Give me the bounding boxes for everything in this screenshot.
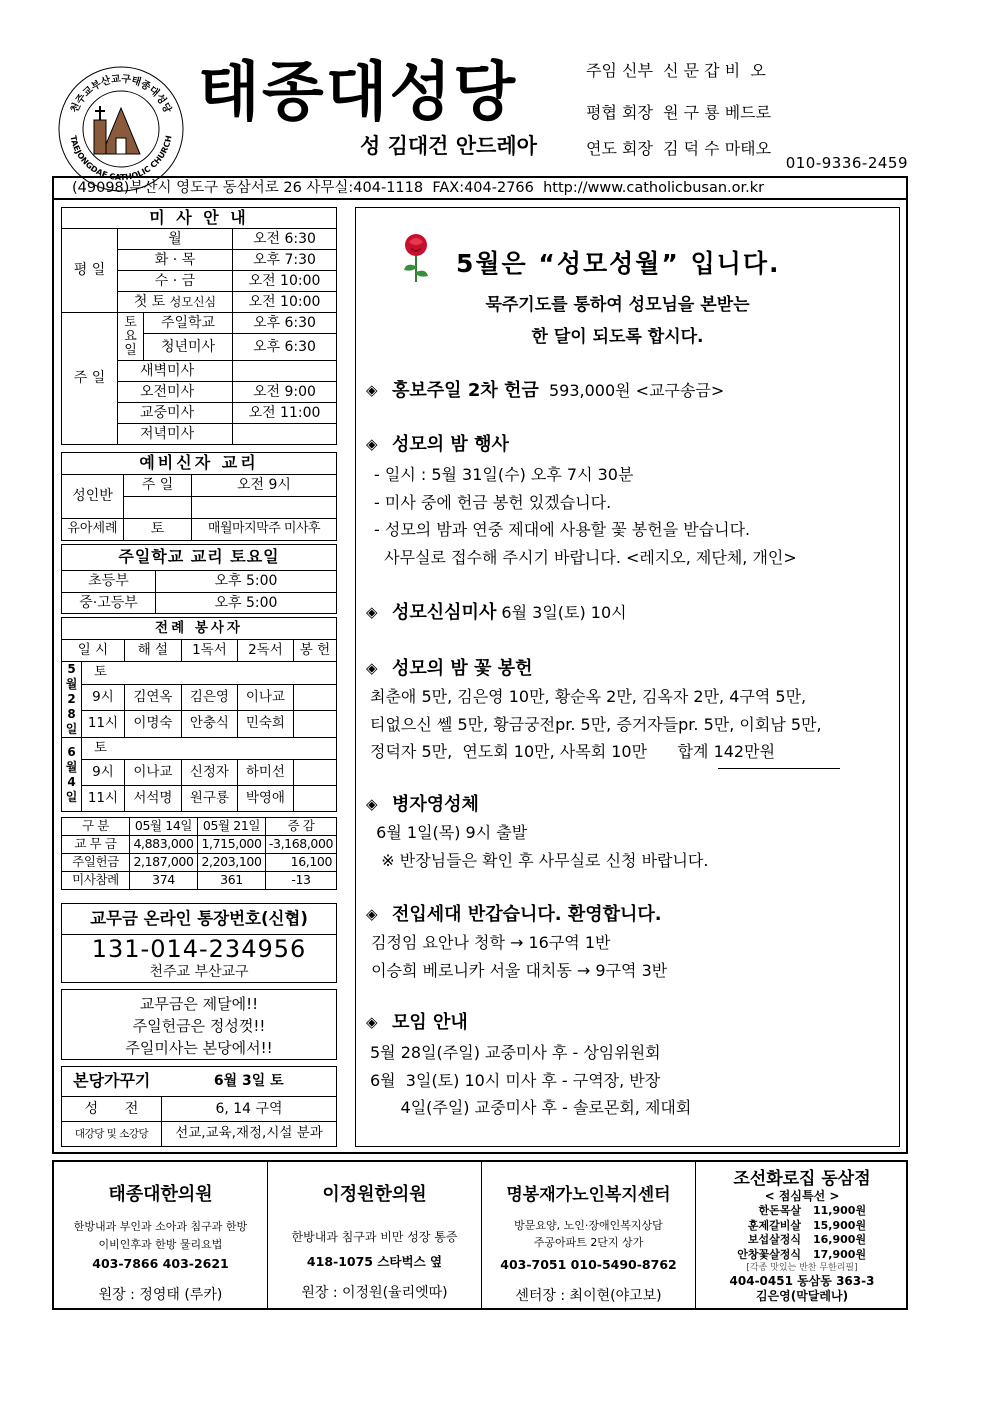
server-offering [293,684,336,711]
servers-header: 봉 헌 [293,640,336,662]
ad-desc-line: 이비인후과 한방 물리요법 [98,1238,223,1251]
server-time: 11시 [82,711,125,738]
news-item-title: 성모의 밤 꽃 봉헌 [392,658,533,679]
account-holder: 천주교 부산교구 [149,964,249,980]
server-reading1: 안충식 [181,711,237,738]
sun-mass-time: 오전 11:00 [233,403,337,424]
diamond-bullet-icon: ◈ [366,435,378,453]
sun-mass-time [233,424,337,445]
news-item [366,1010,891,1122]
server-reading1: 원구룡 [181,786,237,812]
news-item [366,432,891,571]
bulletin-header [52,50,910,183]
sunday-label: 주 일 [62,313,118,445]
menu-row [696,1204,908,1219]
account-box [61,903,337,983]
empty-cell [192,497,337,519]
server-time: 9시 [82,760,125,786]
ad-desc [482,1217,695,1251]
ad-restaurant [696,1162,908,1308]
mass-day: 화 · 목 [118,250,233,271]
school-group: 초등부 [62,571,156,593]
sun-mass-time: 오전 9:00 [233,382,337,403]
server-offering [293,711,336,738]
mass-time: 오전 10:00 [233,271,337,292]
servers-header: 2독서 [237,640,293,662]
finance-cell: 2,203,100 [198,854,266,872]
ad-desc-line: 주공아파트 2단지 상가 [533,1236,644,1249]
server-date: 6월4일 [62,738,82,812]
saturday-label: 토요일 [118,313,144,361]
diamond-bullet-icon: ◈ [366,381,378,399]
news-line: - 성모의 밤과 연중 제대에 사용할 꽃 봉헌을 받습니다. [374,520,751,539]
ad-desc-line: 한방내과 부인과 소아과 침구과 한방 [73,1220,248,1233]
ad-subtitle: < 점심특선 > [764,1189,840,1203]
news-line: ※ 반장님들은 확인 후 사무실로 신청 바랍니다. [366,850,709,870]
diamond-bullet-icon: ◈ [366,795,378,813]
news-line: 최춘애 5만, 김은영 10만, 황순옥 2만, 김옥자 2만, 4구역 5만, [370,687,807,706]
staff-prayer-president: 연도 회장 김 덕 수 마태오 [586,139,772,158]
menu-item: 안창꽃살정식 [737,1247,801,1261]
news-line: 이승희 베로니카 서울 대치동 → 9구역 3반 [366,960,668,980]
news-line: 정덕자 5만, 연도회 10만, 사목회 10만 합계 142만원 [370,742,776,761]
decor-title: 본당가꾸기 [62,1067,162,1097]
news-item [366,792,891,874]
menu-price: 15,900원 [813,1218,867,1232]
server-reading2: 민숙희 [237,711,293,738]
finance-cell: 교 무 금 [62,836,130,854]
sunday-school-table [61,544,337,614]
account-number: 131-014-234956 [91,935,307,963]
school-time: 오후 5:00 [156,571,337,593]
news-item-title: 전입세대 반갑습니다. 환영합니다. [392,904,662,925]
news-subline: 묵주기도를 통하여 성모님을 본받는 [485,295,750,315]
news-item [366,600,891,625]
finance-header: 증 감 [266,818,337,836]
slogan: 주일미사는 본당에서!! [125,1039,273,1057]
finance-cell: 1,715,000 [198,836,266,854]
news-item [366,902,891,984]
ad-desc-line: 한방내과 침구과 비만 성장 통증 [291,1230,458,1244]
news-line: - 미사 중에 헌금 봉헌 있겠습니다. [374,492,612,512]
finance-cell: 미사참례 [62,872,130,890]
seal-ring-text: 천주교부산교구태종대성당 [69,73,173,115]
decor-sanctuary-value: 6, 14 구역 [162,1097,337,1122]
diamond-bullet-icon: ◈ [366,659,378,677]
church-decor-table [61,1066,337,1147]
seal-ring-text-en: TAEJONGDAE CATHOLIC CHURCH [68,134,174,183]
mass-schedule-table [61,207,337,445]
finance-header: 05월 14일 [130,818,198,836]
ad-desc [54,1218,267,1254]
server-sat: 토 [82,662,337,685]
server-commentary: 서석명 [124,786,181,812]
news-line: 6월 3일(토) 10시 미사 후 - 구역장, 반장 [370,1070,661,1090]
server-commentary: 김연옥 [124,684,181,711]
finance-header: 구 분 [62,818,130,836]
menu-item: 한돈목살 [758,1204,801,1217]
slogan-box [61,989,337,1060]
news-item-title: 성모의 밤 행사 [392,434,509,455]
ad-name: 조선화로집 동삼점 [733,1169,871,1189]
sat-mass-name: 청년미사 [144,334,233,361]
ad-phone: 403-7051 010-5490-8762 [500,1257,677,1272]
servers-title: 전례 봉사자 [62,618,337,640]
ad-desc-line: 방문요양, 노인·장애인복지상담 [514,1219,663,1232]
finance-cell: 374 [130,872,198,890]
news-line: 4일(주일) 교중미사 후 - 솔로몬회, 제대회 [370,1098,692,1117]
infant-day: 토 [124,519,192,541]
rose-icon [398,232,434,284]
finance-header: 05월 21일 [198,818,266,836]
menu-item: 보섭살정식 [747,1233,801,1246]
server-commentary: 이나교 [124,760,181,786]
slogan: 교무금은 제달에!! [139,995,259,1013]
ad-head: 원장 : 정영태 (루카) [98,1287,223,1303]
infant-time: 매월마지막주 미사후 [192,519,337,541]
footer-ads [52,1160,908,1310]
decor-sanctuary-label: 성 전 [62,1097,162,1122]
ad-name: 명봉재가노인복지센터 [506,1185,671,1205]
news-item-title: 성모신심미사 [392,602,497,623]
sat-mass-time: 오후 6:30 [233,313,337,334]
address-bar: (49098)부산시 영도구 동삼서로 26 사무실:404-1118 FAX:404-2766 http://www.catholicbusan.or.kr [52,176,908,200]
server-date: 5월28일 [62,662,82,738]
ad-head: 센터장 : 최이현(야고보) [515,1288,662,1304]
mass-time: 오전 6:30 [233,229,337,250]
news-line: 6월 1일(목) 9시 출발 [366,823,528,842]
catechumen-table [61,452,337,541]
ad-phone: 403-7866 403-2621 [92,1256,229,1271]
news-item-title: 모임 안내 [392,1012,468,1033]
news-item-title: 병자영성체 [392,794,479,815]
diamond-bullet-icon: ◈ [366,1013,378,1031]
server-reading2: 박영애 [237,786,293,812]
server-reading2: 하미선 [237,760,293,786]
mass-time: 오후 7:30 [233,250,337,271]
staff-council-president: 평협 회장 원 구 룡 베드로 [586,103,772,122]
menu-item: 훈제갈비살 [747,1218,801,1232]
ad-name: 태종대한의원 [108,1184,213,1205]
finance-cell: -3,168,000 [266,836,337,854]
ad-senior-center [482,1162,696,1308]
mass-title: 미 사 안 내 [62,208,337,229]
menu-row [696,1233,908,1248]
account-title: 교무금 온라인 통장번호(신협) [62,904,336,935]
ad-name: 이정원한의원 [322,1184,427,1205]
ad-note: [각종 맛있는 반찬 무한리필] [746,1263,858,1273]
infant-label: 유아세례 [62,519,124,541]
weekday-label: 평 일 [62,229,118,313]
total-underline [718,768,840,769]
news-item-title: 홍보주일 2차 헌금 [392,380,539,401]
sat-mass-time: 오후 6:30 [233,334,337,361]
mass-day-first-sat [118,292,233,313]
news-headline: 5월은 “성모성월” 입니다. [456,249,781,278]
menu-row [696,1248,908,1263]
school-group: 중·고등부 [62,592,156,614]
news-box [355,207,900,1147]
ad-head: 원장 : 이정원(율리엣따) [301,1285,448,1301]
slogan: 주일헌금은 정성껏!! [132,1017,266,1035]
sun-mass-name: 저녁미사 [118,424,233,445]
servers-header: 1독서 [181,640,237,662]
server-offering [293,760,336,786]
menu-row [696,1219,908,1234]
diamond-bullet-icon: ◈ [366,603,378,621]
mass-day: 수 · 금 [118,271,233,292]
news-line: - 일시 : 5월 31일(수) 오후 7시 30분 [374,465,634,484]
catechumen-title: 예비신자 교리 [62,453,337,475]
news-item [366,656,891,766]
server-reading1: 김은영 [181,684,237,711]
adult-day: 주 일 [124,475,192,497]
finance-cell: 2,187,000 [130,854,198,872]
sun-mass-name: 교중미사 [118,403,233,424]
sunday-school-title: 주일학교 교리 토요일 [62,545,337,571]
sun-mass-name: 새벽미사 [118,361,233,382]
liturgy-servers-table [61,617,337,812]
server-commentary: 이명숙 [124,711,181,738]
server-time: 9시 [82,684,125,711]
diamond-bullet-icon: ◈ [366,905,378,923]
menu-price: 17,900원 [813,1247,867,1261]
servers-header: 해 설 [124,640,181,662]
mass-day: 첫 토 [133,293,166,310]
mass-day: 월 [118,229,233,250]
server-time: 11시 [82,786,125,812]
decor-hall-label: 대강당 및 소강당 [62,1122,162,1147]
mass-time: 오전 10:00 [233,292,337,313]
finance-cell: -13 [266,872,337,890]
finance-table [61,817,337,890]
news-item-extra: 6월 3일(토) 10시 [496,603,627,622]
news-line: 김정임 요안나 청학 → 16구역 1반 [366,933,611,952]
news-line: 티없으신 쎌 5만, 황금궁전pr. 5만, 증거자들pr. 5만, 이회남 5만, [370,714,822,734]
adult-label: 성인반 [62,475,124,519]
finance-cell: 361 [198,872,266,890]
adult-time: 오전 9시 [192,475,337,497]
parish-name: 태종대성당 [198,56,518,130]
staff-phone: 010-9336-2459 [785,154,908,172]
sun-mass-name: 오전미사 [118,382,233,403]
staff-pastor: 주임 신부 신 문 갑 비 오 [586,61,766,80]
finance-cell: 주일헌금 [62,854,130,872]
server-reading1: 신정자 [181,760,237,786]
decor-hall-value: 선교,교육,재정,시설 분과 [162,1122,337,1147]
ad-head: 김은영(막달레나) [755,1289,849,1303]
news-line: 사무실로 접수해 주시기 바랍니다. <레지오, 제단체, 개인> [374,547,797,567]
sat-mass-name: 주일학교 [144,313,233,334]
ad-clinic-taejongdae [54,1162,268,1308]
ad-clinic-leejungwon [268,1162,482,1308]
news-line: 5월 28일(주일) 교중미사 후 - 상임위원회 [370,1043,661,1062]
patron-saint: 성 김대건 안드레아 [360,134,537,158]
menu-price: 11,900원 [813,1204,867,1217]
empty-cell [124,497,192,519]
finance-cell: 16,100 [266,854,337,872]
ad-phone: 404-0451 동삼동 363-3 [729,1274,875,1288]
server-sat: 토 [82,738,337,760]
finance-cell: 4,883,000 [130,836,198,854]
server-reading2: 이나교 [237,684,293,711]
school-time: 오후 5:00 [156,592,337,614]
menu-price: 16,900원 [813,1233,867,1246]
server-offering [293,786,336,812]
sun-mass-time [233,361,337,382]
news-subline: 한 달이 되도록 합시다. [531,327,704,347]
ad-phone: 418-1075 스타벅스 옆 [306,1254,443,1269]
decor-date: 6월 3일 토 [162,1067,337,1097]
mass-note: 성모신심 [169,294,217,309]
news-item [366,378,891,403]
news-item-extra: 593,000원 <교구송금> [538,381,725,400]
servers-header: 일 시 [62,640,125,662]
